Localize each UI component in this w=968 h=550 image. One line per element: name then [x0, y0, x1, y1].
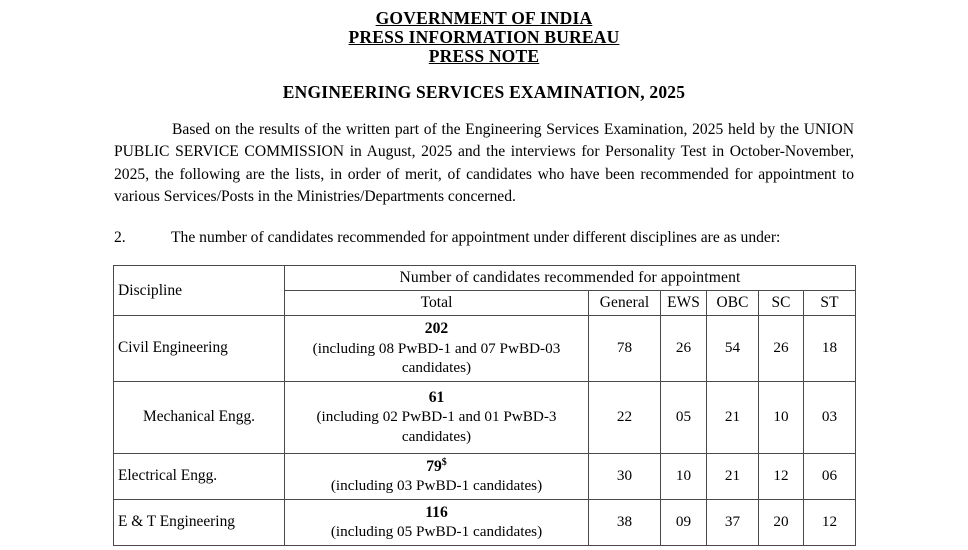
paragraph-two: [114, 227, 854, 249]
total-count: 116: [425, 503, 448, 521]
paragraph-one: Based on the results of the written part of the Engineering Services Examination, 2025 held by the UNION PUBLIC SERVICE COMMISSION in August, 2025 and the interviews for Personality Test in October-November, 2025, the following are the lists, in order of merit, of candidates who have been recommended for appointment to various Services/Posts in the Ministries/Departments concerned.: [114, 121, 854, 206]
heading-line-pib-text: PRESS INFORMATION BUREAU: [348, 27, 620, 47]
cell-general: 30: [589, 453, 661, 499]
cell-general: 38: [589, 499, 661, 545]
heading-line-government-text: GOVERNMENT OF INDIA: [375, 8, 593, 28]
cell-st: 06: [804, 453, 856, 499]
column-header-ews: EWS: [661, 291, 707, 316]
cell-obc: 21: [707, 453, 759, 499]
paragraph-two-text: The number of candidates recommended for appointment under different disciplines are as under:: [171, 228, 781, 246]
total-count: 61: [428, 388, 445, 406]
column-header-obc: OBC: [707, 291, 759, 316]
document-body: [114, 119, 854, 249]
cell-general: 22: [589, 381, 661, 453]
document-heading: [0, 0, 968, 102]
cell-discipline: Civil Engineering: [114, 316, 285, 382]
total-count: 202: [424, 320, 449, 338]
cell-total: [285, 316, 589, 382]
cell-obc: 21: [707, 381, 759, 453]
table-row: [114, 316, 856, 382]
column-header-general: General: [589, 291, 661, 316]
cell-obc: 37: [707, 499, 759, 545]
column-header-total: Total: [285, 291, 589, 316]
table-row: [114, 453, 856, 499]
total-footnote-marker: $: [441, 456, 447, 468]
table-body: [114, 316, 856, 546]
cell-obc: 54: [707, 316, 759, 382]
cell-ews: 26: [661, 316, 707, 382]
table-row: [114, 499, 856, 545]
cell-st: 03: [804, 381, 856, 453]
paragraph-two-number: 2.: [114, 228, 126, 246]
cell-sc: 10: [759, 381, 804, 453]
total-note: (including 03 PwBD-1 candidates): [330, 477, 543, 495]
column-header-group: Number of candidates recommended for appointment: [285, 266, 856, 291]
table-row: [114, 381, 856, 453]
column-header-discipline: Discipline: [114, 266, 285, 316]
cell-sc: 26: [759, 316, 804, 382]
candidates-table-wrapper: [113, 265, 855, 546]
cell-total: [285, 499, 589, 545]
column-header-sc: SC: [759, 291, 804, 316]
table-header-row-top: [114, 266, 856, 291]
cell-ews: 10: [661, 453, 707, 499]
total-note: (including 02 PwBD-1 and 01 PwBD-3 candidates): [316, 408, 557, 445]
total-count: 79$: [426, 456, 447, 475]
heading-line-press-note: [0, 47, 968, 66]
cell-discipline: Electrical Engg.: [114, 453, 285, 499]
candidates-table: [113, 265, 856, 546]
cell-discipline: Mechanical Engg.: [114, 381, 285, 453]
cell-st: 18: [804, 316, 856, 382]
total-note: (including 08 PwBD-1 and 07 PwBD-03 candidates): [312, 339, 561, 377]
cell-st: 12: [804, 499, 856, 545]
total-note: (including 05 PwBD-1 candidates): [330, 523, 543, 541]
column-header-st: ST: [804, 291, 856, 316]
table-head: [114, 266, 856, 316]
cell-total: [285, 381, 589, 453]
cell-ews: 09: [661, 499, 707, 545]
cell-sc: 12: [759, 453, 804, 499]
cell-sc: 20: [759, 499, 804, 545]
heading-line-press-note-text: PRESS NOTE: [428, 46, 540, 66]
cell-general: 78: [589, 316, 661, 382]
cell-ews: 05: [661, 381, 707, 453]
document-subject: ENGINEERING SERVICES EXAMINATION, 2025: [282, 82, 686, 102]
cell-discipline: E & T Engineering: [114, 499, 285, 545]
heading-line-government: [0, 9, 968, 28]
cell-total: [285, 453, 589, 499]
heading-line-pib: [0, 28, 968, 47]
